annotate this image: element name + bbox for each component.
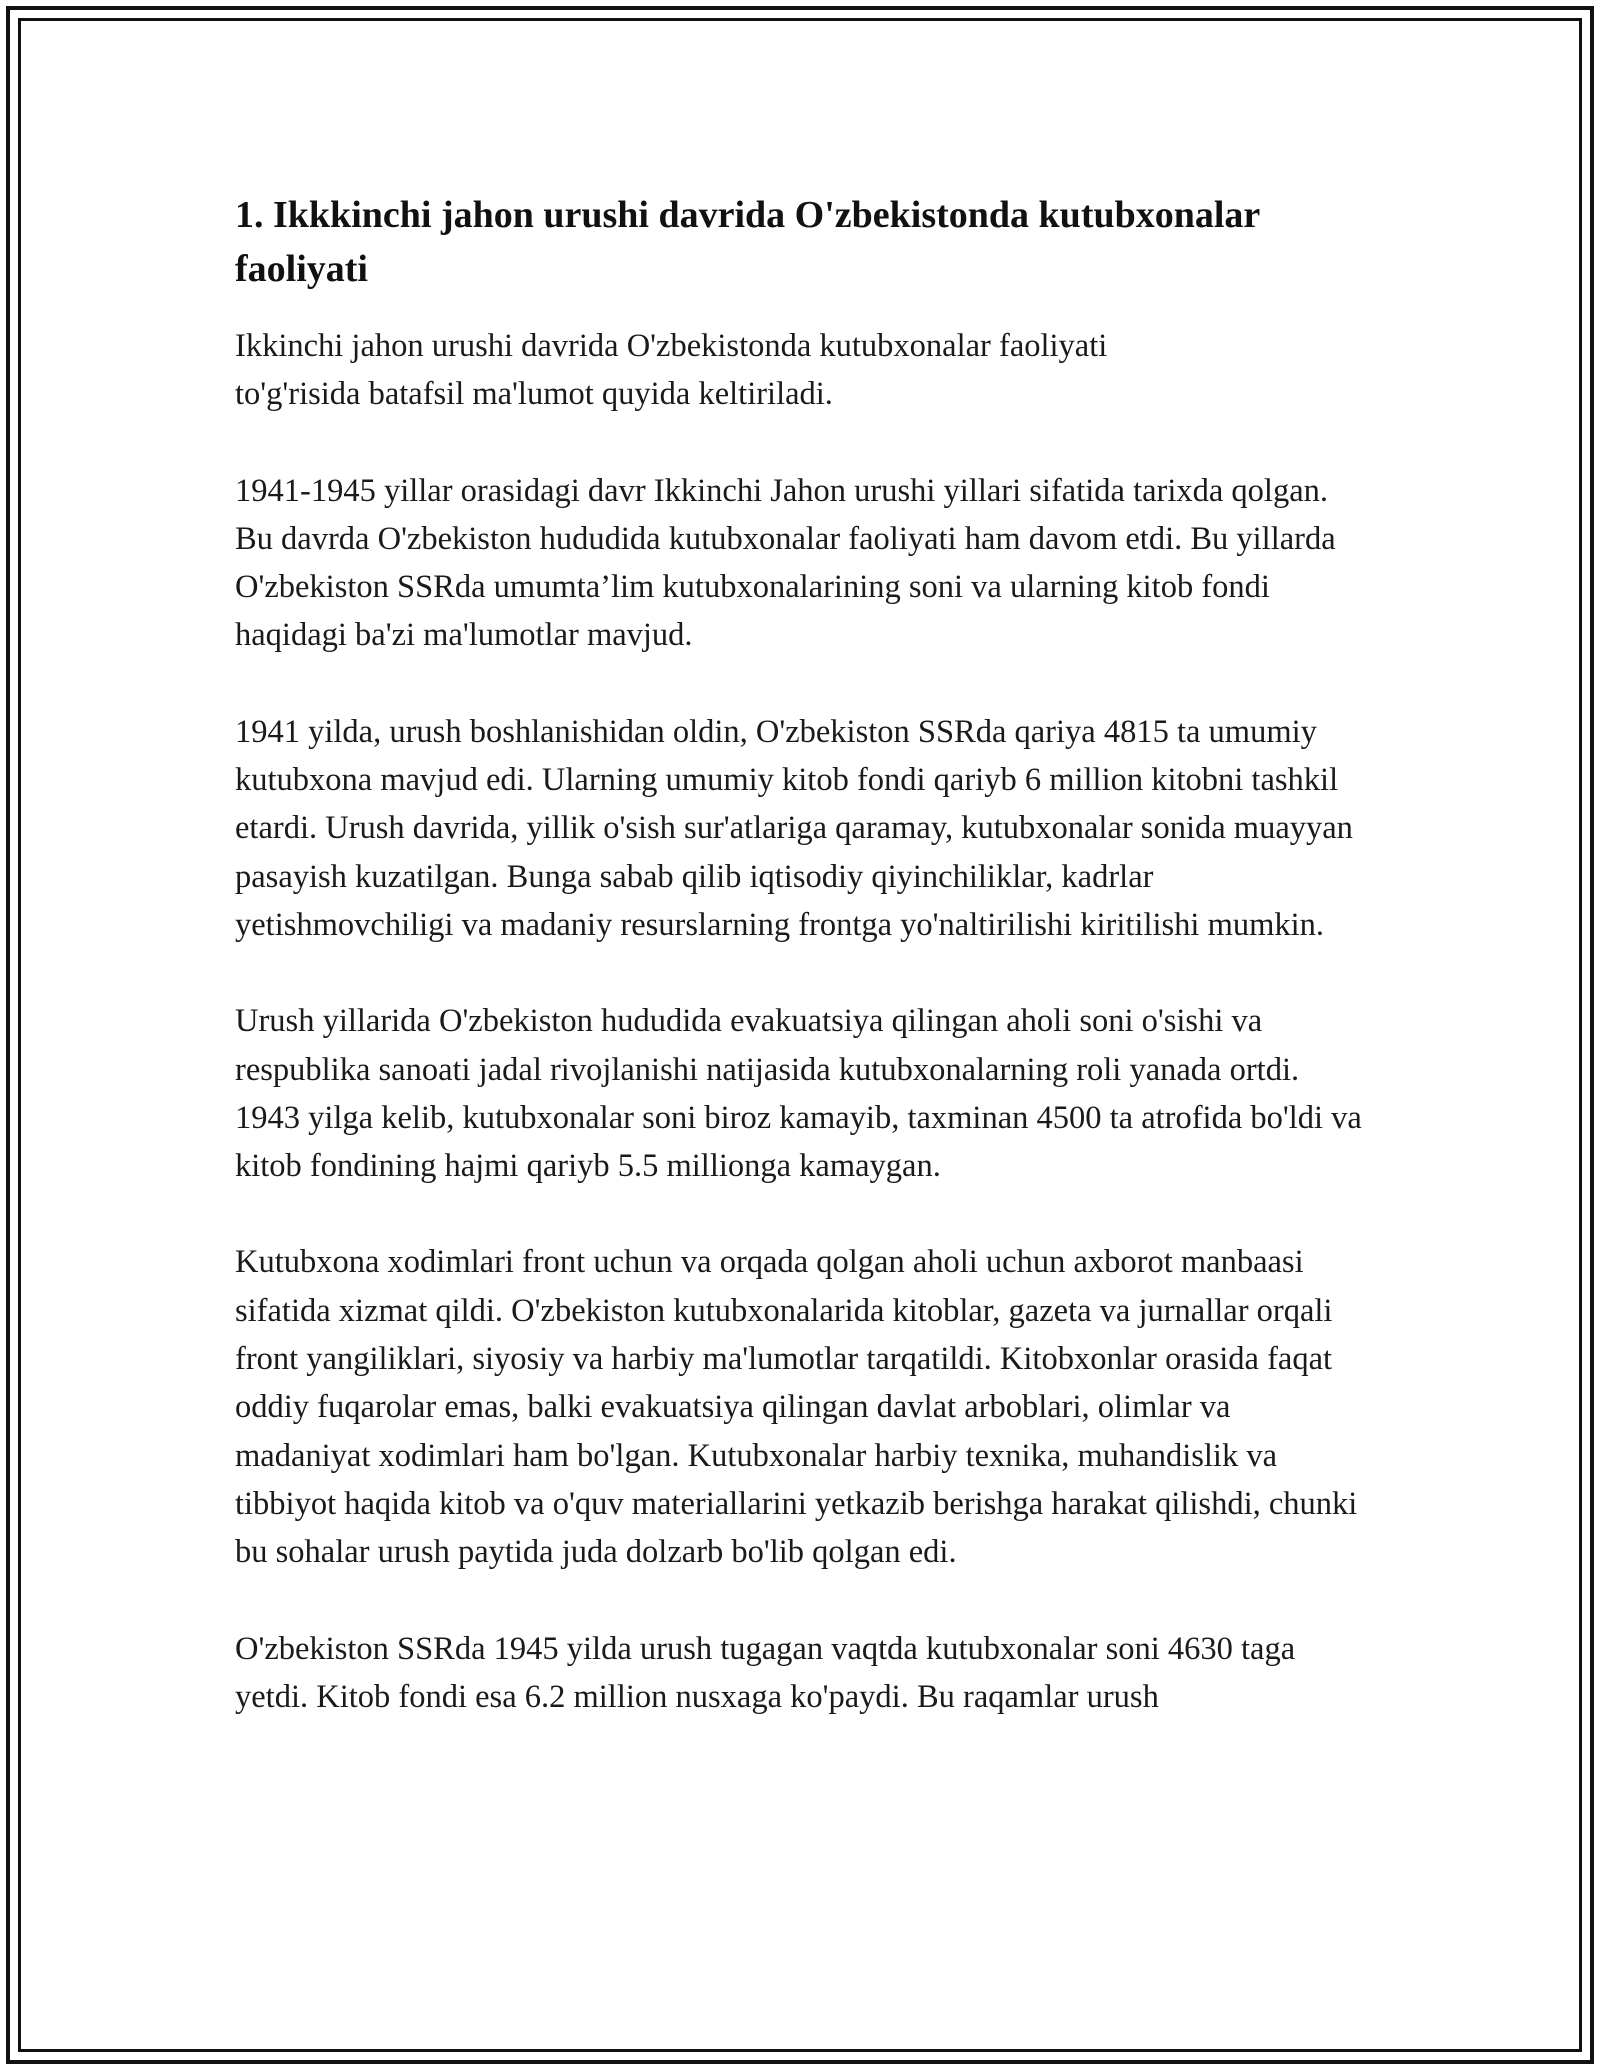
page-title: 1. Ikkkinchi jahon urushi davrida O'zbekistonda kutubxonalar faoliyati (235, 194, 1260, 290)
paragraph-intro: Ikkinchi jahon urushi davrida O'zbekistonda kutubxonalar faoliyati to'g'risida batafsil ma'lumot quyida keltiriladi. (235, 328, 1108, 413)
paragraph-1941-1945-period: 1941-1945 yillar orasidagi davr Ikkinchi Jahon urushi yillari sifatida tarixda qolgan. Bu davrda O'zbekiston hududida kutubxonalar faoliyati ham davom etdi. Bu yillarda O'zbekiston SSRda umumta’lim kutubxonalarining soni va ularning kitob fondi haqidagi ba'zi ma'lumotlar mavjud. (235, 472, 1336, 654)
document-body (235, 188, 1370, 1769)
paragraph-1945-results: O'zbekiston SSRda 1945 yilda urush tugagan vaqtda kutubxonalar soni 4630 taga yetdi. Kitob fondi esa 6.2 million nusxaga ko'paydi. Bu raqamlar urush (235, 1630, 1296, 1715)
paragraph-evacuation-role: Urush yillarida O'zbekiston hududida evakuatsiya qilingan aholi soni o'sishi va respublika sanoati jadal rivojlanishi natijasida kutubxonalarning roli yanada ortdi. 1943 yilga kelib, kutubxonalar soni biroz kamayib, taxminan 4500 ta atrofida bo'ldi va kitob fondining hajmi qariyb 5.5 millionga kamaygan. (235, 1003, 1362, 1185)
paragraph-1941-library-count: 1941 yilda, urush boshlanishidan oldin, O'zbekiston SSRda qariya 4815 ta umumiy kutubxona mavjud edi. Ularning umumiy kitob fondi qariyb 6 million kitobni tashkil etardi. Urush davrida, yillik o'sish sur'atlariga qaramay, kutubxonalar sonida muayyan pasayish kuzatilgan. Bunga sabab qilib iqtisodiy qiyinchiliklar, kadrlar yetishmovchiligi va madaniy resurslarning frontga yo'naltirilishi kiritilishi mumkin. (235, 713, 1353, 943)
paragraph-library-staff: Kutubxona xodimlari front uchun va orqada qolgan aholi uchun axborot manbaasi sifatida xizmat qildi. O'zbekiston kutubxonalarida kitoblar, gazeta va jurnallar orqali front yangiliklari, siyosiy va harbiy ma'lumotlar tarqatildi. Kitobxonlar orasida faqat oddiy fuqarolar emas, balki evakuatsiya qilingan davlat arboblari, olimlar va madaniyat xodimlari ham bo'lgan. Kutubxonalar harbiy texnika, muhandislik va tibbiyot haqida kitob va o'quv materiallarini yetkazib berishga harakat qilishdi, chunki bu sohalar urush paytida juda dolzarb bo'lib qolgan edi. (235, 1244, 1358, 1571)
